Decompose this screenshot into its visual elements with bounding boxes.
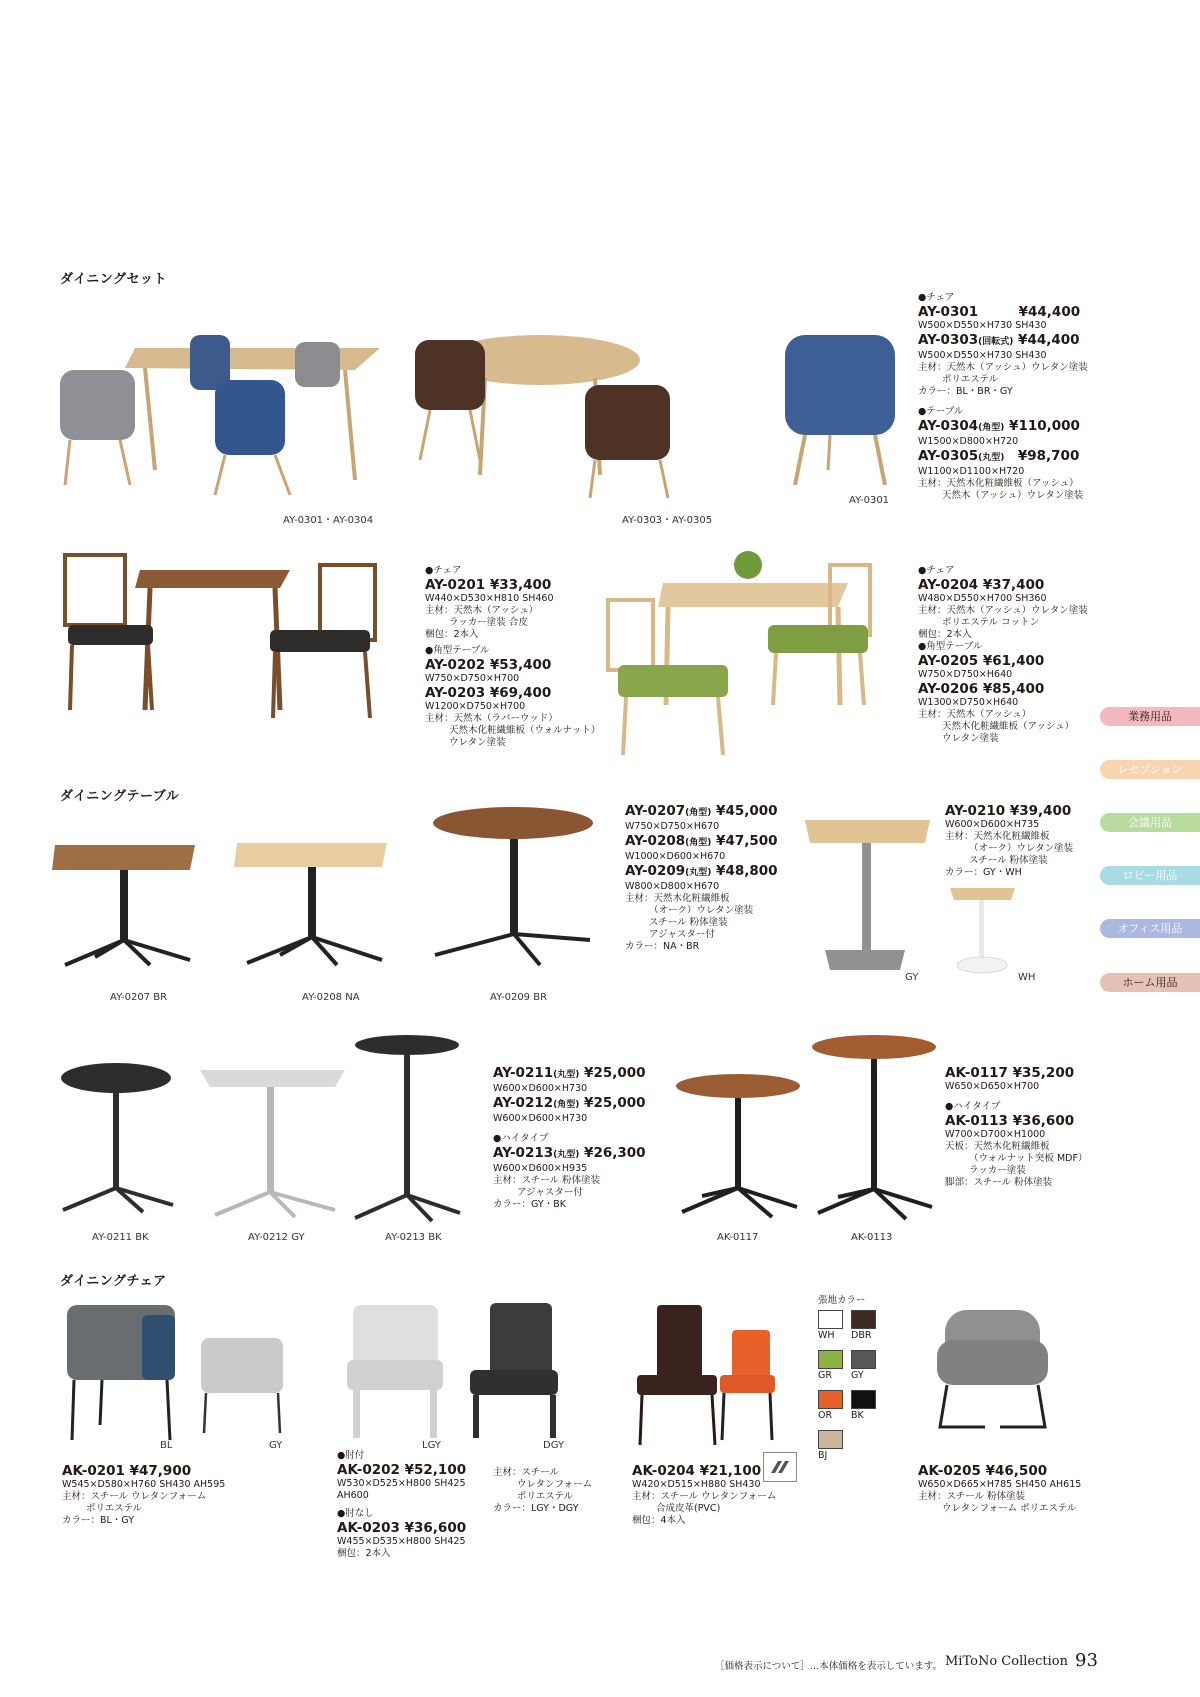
dimensions: W1300×D750×H640 (918, 697, 1019, 708)
material: 天板：天然木化粧繊維板 (945, 1141, 1050, 1152)
product-image-ay0213 (350, 1033, 465, 1223)
material: スチール 粉体塗装 (649, 917, 728, 928)
material: ウレタンフォーム (517, 1479, 593, 1490)
material: ラッカー塗装 合皮 (449, 617, 528, 628)
swatch-label: GY (851, 1370, 864, 1381)
product-code-price: AY-0210 ¥39,400 (945, 803, 1072, 819)
material: 天然木（アッシュ）ウレタン塗装 (942, 490, 1084, 501)
fabric-swatches (818, 1292, 888, 1462)
swatch-label: DBR (851, 1330, 872, 1341)
spec-block-ay0207 (625, 803, 778, 953)
accessory: アジャスター付 (649, 929, 715, 940)
product-image-ay0210-wh (945, 885, 1020, 980)
dimensions: W1000×D600×H670 (625, 851, 726, 862)
product-code-price: AY-0205 ¥61,400 (918, 653, 1045, 669)
material: 主材：天然木（アッシュ） (918, 709, 1032, 720)
price: ¥25,000 (579, 1065, 646, 1081)
accessory: アジャスター付 (517, 1187, 583, 1198)
spec-category: ●肘付 (337, 1450, 365, 1461)
dimensions: W1500×D800×H720 (918, 436, 1019, 447)
price: ¥45,000 (711, 803, 778, 819)
swatch-label: OR (818, 1410, 833, 1421)
product-image-ay0208 (232, 835, 392, 970)
caption-ay0209: AY-0209 BR (490, 992, 548, 1003)
dimensions: W750×D750×H640 (918, 669, 1013, 680)
caption-ak0113: AK-0113 (851, 1232, 893, 1243)
spec-category: ●角型テーブル (918, 641, 983, 652)
product-image-ay0301 (770, 330, 910, 490)
material: 主材：スチール 粉体塗装 (493, 1175, 601, 1186)
swatch-label: WH (818, 1330, 835, 1341)
product-image-ay0303-ay0305 (410, 330, 680, 500)
colors: カラー：GY・WH (945, 867, 1022, 878)
section-title-dining-table: ダイニングテーブル (60, 789, 180, 804)
material: 主材：天然木化粧繊維板 (625, 893, 730, 904)
product-code: AY-0207 (625, 803, 686, 819)
price: ¥47,500 (711, 833, 778, 849)
material: 主材：スチール (493, 1467, 560, 1478)
product-image-ay0212 (195, 1065, 350, 1220)
page-number: 93 (1075, 1650, 1098, 1671)
dimensions: W650×D650×H700 (945, 1081, 1040, 1092)
caption-ay0301-ay0304: AY-0301・AY-0304 (283, 515, 374, 526)
color-swatch (818, 1310, 843, 1329)
dimensions: W420×D515×H880 SH430 (632, 1479, 761, 1490)
product-image-ak0203-dgy (465, 1300, 565, 1440)
price: ¥25,000 (579, 1095, 646, 1111)
spec-block-ak0204 (632, 1463, 776, 1527)
spec-category: ●チェア (425, 565, 462, 576)
spec-category: ●チェア (918, 565, 955, 576)
color-swatch (818, 1430, 843, 1449)
caption-ak0201-bl: BL (160, 1440, 173, 1451)
spec-block-ay0204 (918, 565, 1088, 745)
product-code-price: AK-0203 ¥36,600 (337, 1520, 467, 1536)
category-tab[interactable]: ロビー用品 (1100, 866, 1200, 885)
product-image-ak0205 (935, 1305, 1050, 1430)
caption-ay0211: AY-0211 BK (92, 1232, 149, 1243)
material: 主材：スチール 粉体塗装 (918, 1491, 1026, 1502)
product-type: (丸型) (978, 453, 1005, 463)
product-code-price: AY-0206 ¥85,400 (918, 681, 1045, 697)
dimensions: W545×D580×H760 SH430 AH595 (62, 1479, 226, 1490)
dimensions: W650×D665×H785 SH450 AH615 (918, 1479, 1082, 1490)
category-tab[interactable]: オフィス用品 (1100, 919, 1200, 938)
product-code-price (625, 803, 778, 821)
colors: カラー：NA・BR (625, 941, 700, 952)
spec-block-ak0202-material (493, 1467, 592, 1515)
spec-category: ●テーブル (918, 406, 964, 417)
product-code-price: AK-0204 ¥21,100 (632, 1463, 762, 1479)
product-code-price: AK-0117 ¥35,200 (945, 1065, 1075, 1081)
dimensions: W600×D600×H735 (945, 819, 1040, 830)
product-image-ay0201-ay0202 (60, 550, 380, 720)
product-code-price (918, 448, 1088, 466)
caption-ay0213: AY-0213 BK (385, 1232, 442, 1243)
product-type: (丸型) (685, 868, 712, 878)
dimensions: W480×D550×H700 SH360 (918, 593, 1047, 604)
swatch-label: BK (851, 1410, 864, 1421)
price: ¥98,700 (1004, 448, 1080, 464)
colors: カラー：BL・GY (62, 1515, 135, 1526)
product-type: (丸型) (553, 1070, 580, 1080)
dimensions: W600×D600×H935 (493, 1163, 588, 1174)
dimensions: W500×D550×H730 SH430 (918, 320, 1047, 331)
dimensions: W700×D700×H1000 (945, 1129, 1046, 1140)
packing: 梱包：2本入 (337, 1548, 391, 1559)
material: （ウォルナット突板 MDF） (969, 1153, 1088, 1164)
caption-ay0210-gy: GY (905, 972, 919, 983)
spec-block-ak0205 (918, 1463, 1081, 1515)
material: 天然木化粧繊維板（ウォルナット） (449, 725, 601, 736)
spec-block-ay0210 (945, 803, 1073, 879)
price: ¥110,000 (1004, 418, 1080, 434)
spec-category: ●チェア (918, 292, 955, 303)
product-code: AY-0305 (918, 448, 979, 464)
material: ポリエステル (942, 374, 999, 385)
category-tab[interactable]: 会議用品 (1100, 813, 1200, 832)
product-code: AY-0208 (625, 833, 686, 849)
material: ポリエステル (86, 1503, 143, 1514)
product-code: AY-0209 (625, 863, 686, 879)
dimensions: W600×D600×H730 (493, 1113, 588, 1124)
caption-ak0202-lgy: LGY (422, 1440, 441, 1451)
product-code-price (493, 1145, 646, 1163)
material: ポリエステル コットン (942, 617, 1039, 628)
swatch-title: 張地カラー (818, 1295, 866, 1306)
dimensions: W455×D535×H800 SH425 (337, 1536, 466, 1547)
product-code-price: AY-0203 ¥69,400 (425, 685, 552, 701)
dimensions: AH600 (337, 1490, 369, 1501)
section-title-dining-set: ダイニングセット (60, 272, 167, 287)
product-code-price (493, 1095, 646, 1113)
brand-name: MiToNo Collection (945, 1654, 1068, 1669)
finish: ウレタン塗装 (449, 737, 506, 748)
colors: カラー：GY・BK (493, 1199, 566, 1210)
material: （オーク）ウレタン塗装 (649, 905, 754, 916)
spec-block-ay0201 (425, 565, 600, 749)
product-type: (角型) (978, 423, 1005, 433)
category-tab[interactable]: 業務用品 (1100, 707, 1200, 726)
dimensions: W600×D600×H730 (493, 1083, 588, 1094)
product-code-price: AK-0201 ¥47,900 (62, 1463, 192, 1479)
section-title-dining-chair: ダイニングチェア (60, 1274, 167, 1289)
product-image-ay0210-gy (800, 815, 940, 975)
material: （オーク）ウレタン塗装 (969, 843, 1074, 854)
caption-ay0208: AY-0208 NA (302, 992, 360, 1003)
caption-ay0212: AY-0212 GY (248, 1232, 305, 1243)
spec-category: ●ハイタイプ (945, 1101, 1001, 1112)
material: 主材：スチール ウレタンフォーム (62, 1491, 207, 1502)
product-code-price: AY-0301 ¥44,400 (918, 304, 1081, 320)
price: ¥26,300 (579, 1145, 646, 1161)
finish: ウレタン塗装 (942, 733, 999, 744)
product-image-ak0202-lgy (345, 1300, 445, 1440)
finish: ラッカー塗装 (969, 1165, 1026, 1176)
caption-ay0303-ay0305: AY-0303・AY-0305 (622, 515, 713, 526)
dimensions: W440×D530×H810 SH460 (425, 593, 554, 604)
product-image-ak0204 (632, 1300, 777, 1448)
spec-block-ay0301 (918, 292, 1088, 502)
swatch-label: GR (818, 1370, 832, 1381)
product-image-ay0204-ay0205 (598, 555, 878, 760)
spec-category: ●ハイタイプ (493, 1133, 549, 1144)
product-code-price: AK-0113 ¥36,600 (945, 1113, 1075, 1129)
product-code: AY-0304 (918, 418, 979, 434)
product-image-ay0209 (430, 805, 600, 970)
spec-category: ●肘なし (337, 1508, 374, 1519)
packing: 梱包：2本入 (918, 629, 972, 640)
product-code: AY-0211 (493, 1065, 554, 1081)
colors: カラー：BL・BR・GY (918, 386, 1013, 397)
material: スチール 粉体塗装 (969, 855, 1048, 866)
product-code-price (625, 863, 778, 881)
caption-ay0301-single: AY-0301 (849, 495, 890, 506)
caption-ay0210-wh: WH (1018, 972, 1036, 983)
caption-ak0201-gy: GY (269, 1440, 283, 1451)
caption-ak0117: AK-0117 (717, 1232, 759, 1243)
product-code-price: AK-0205 ¥46,500 (918, 1463, 1048, 1479)
spec-block-ay0211 (493, 1065, 646, 1211)
material: ウレタンフォーム ポリエステル (942, 1503, 1077, 1514)
product-image-ak0117 (672, 1072, 807, 1222)
material: 主材：天然木（ラバーウッド） (425, 713, 558, 724)
product-image-ay0301-ay0304 (55, 320, 385, 500)
color-swatch (851, 1350, 876, 1369)
product-image-ak0113 (810, 1033, 940, 1223)
product-code-price: AY-0204 ¥37,400 (918, 577, 1045, 593)
material: 主材：天然木化粧繊維板（アッシュ） (918, 478, 1079, 489)
material: 主材：天然木化粧繊維板 (945, 831, 1050, 842)
dimensions: W800×D800×H670 (625, 881, 720, 892)
dimensions: W1200×D750×H700 (425, 701, 526, 712)
packing: 梱包：4本入 (632, 1515, 686, 1526)
product-code-price (918, 418, 1088, 436)
product-image-ak0201-bl (62, 1300, 182, 1445)
product-type: (角型) (685, 838, 712, 848)
product-code-price: AY-0202 ¥53,400 (425, 657, 552, 673)
spec-block-ak0201 (62, 1463, 225, 1527)
product-type: (角型) (553, 1100, 580, 1110)
product-image-ak0201-gy (198, 1335, 286, 1435)
category-tab[interactable]: レセプション (1100, 760, 1200, 779)
price: ¥44,400 (1013, 332, 1080, 348)
dimensions: W750×D750×H670 (625, 821, 720, 832)
color-swatch (851, 1390, 876, 1409)
product-code-price: AK-0202 ¥52,100 (337, 1462, 467, 1478)
dimensions: W530×D525×H800 SH425 (337, 1478, 466, 1489)
packing: 梱包：2本入 (425, 629, 479, 640)
spec-block-ak0202 (337, 1450, 466, 1560)
material: 合成皮革(PVC) (656, 1503, 721, 1514)
dimensions: W1100×D1100×H720 (918, 466, 1025, 477)
material: 主材：天然木（アッシュ）ウレタン塗装 (918, 605, 1088, 616)
spec-category: ●角型テーブル (425, 645, 490, 656)
price: ¥48,800 (711, 863, 778, 879)
product-code-price (625, 833, 778, 851)
spec-block-ak0117 (945, 1065, 1087, 1189)
product-type: (角型) (685, 808, 712, 818)
product-code: AY-0212 (493, 1095, 554, 1111)
swatch-label: BJ (818, 1450, 828, 1461)
caption-ak0203-dgy: DGY (543, 1440, 565, 1451)
material: 天然木化粧繊維板（アッシュ） (942, 721, 1075, 732)
category-tab[interactable]: ホーム用品 (1100, 973, 1200, 992)
color-swatch (818, 1350, 843, 1369)
color-swatch (818, 1390, 843, 1409)
material: ポリエステル (517, 1491, 574, 1502)
product-image-ay0207 (50, 835, 200, 970)
product-type: (回転式) (978, 337, 1014, 347)
product-code: AY-0213 (493, 1145, 554, 1161)
color-swatch (851, 1310, 876, 1329)
material: 主材：天然木（アッシュ） (425, 605, 539, 616)
product-type: (丸型) (553, 1150, 580, 1160)
product-image-ay0211 (58, 1060, 178, 1215)
dimensions: W500×D550×H730 SH430 (918, 350, 1047, 361)
product-code-price (493, 1065, 646, 1083)
material: 主材：天然木（アッシュ）ウレタン塗装 (918, 362, 1088, 373)
material: 脚部：スチール 粉体塗装 (945, 1177, 1053, 1188)
product-code: AY-0303 (918, 332, 979, 348)
caption-ay0207: AY-0207 BR (110, 992, 168, 1003)
material: 主材：スチール ウレタンフォーム (632, 1491, 777, 1502)
product-code-price: AY-0201 ¥33,400 (425, 577, 552, 593)
product-code-price (918, 332, 1088, 350)
dimensions: W750×D750×H700 (425, 673, 520, 684)
colors: カラー：LGY・DGY (493, 1503, 579, 1514)
price-note: ［価格表示について］…本体価格を表示しています。 (715, 1661, 943, 1672)
